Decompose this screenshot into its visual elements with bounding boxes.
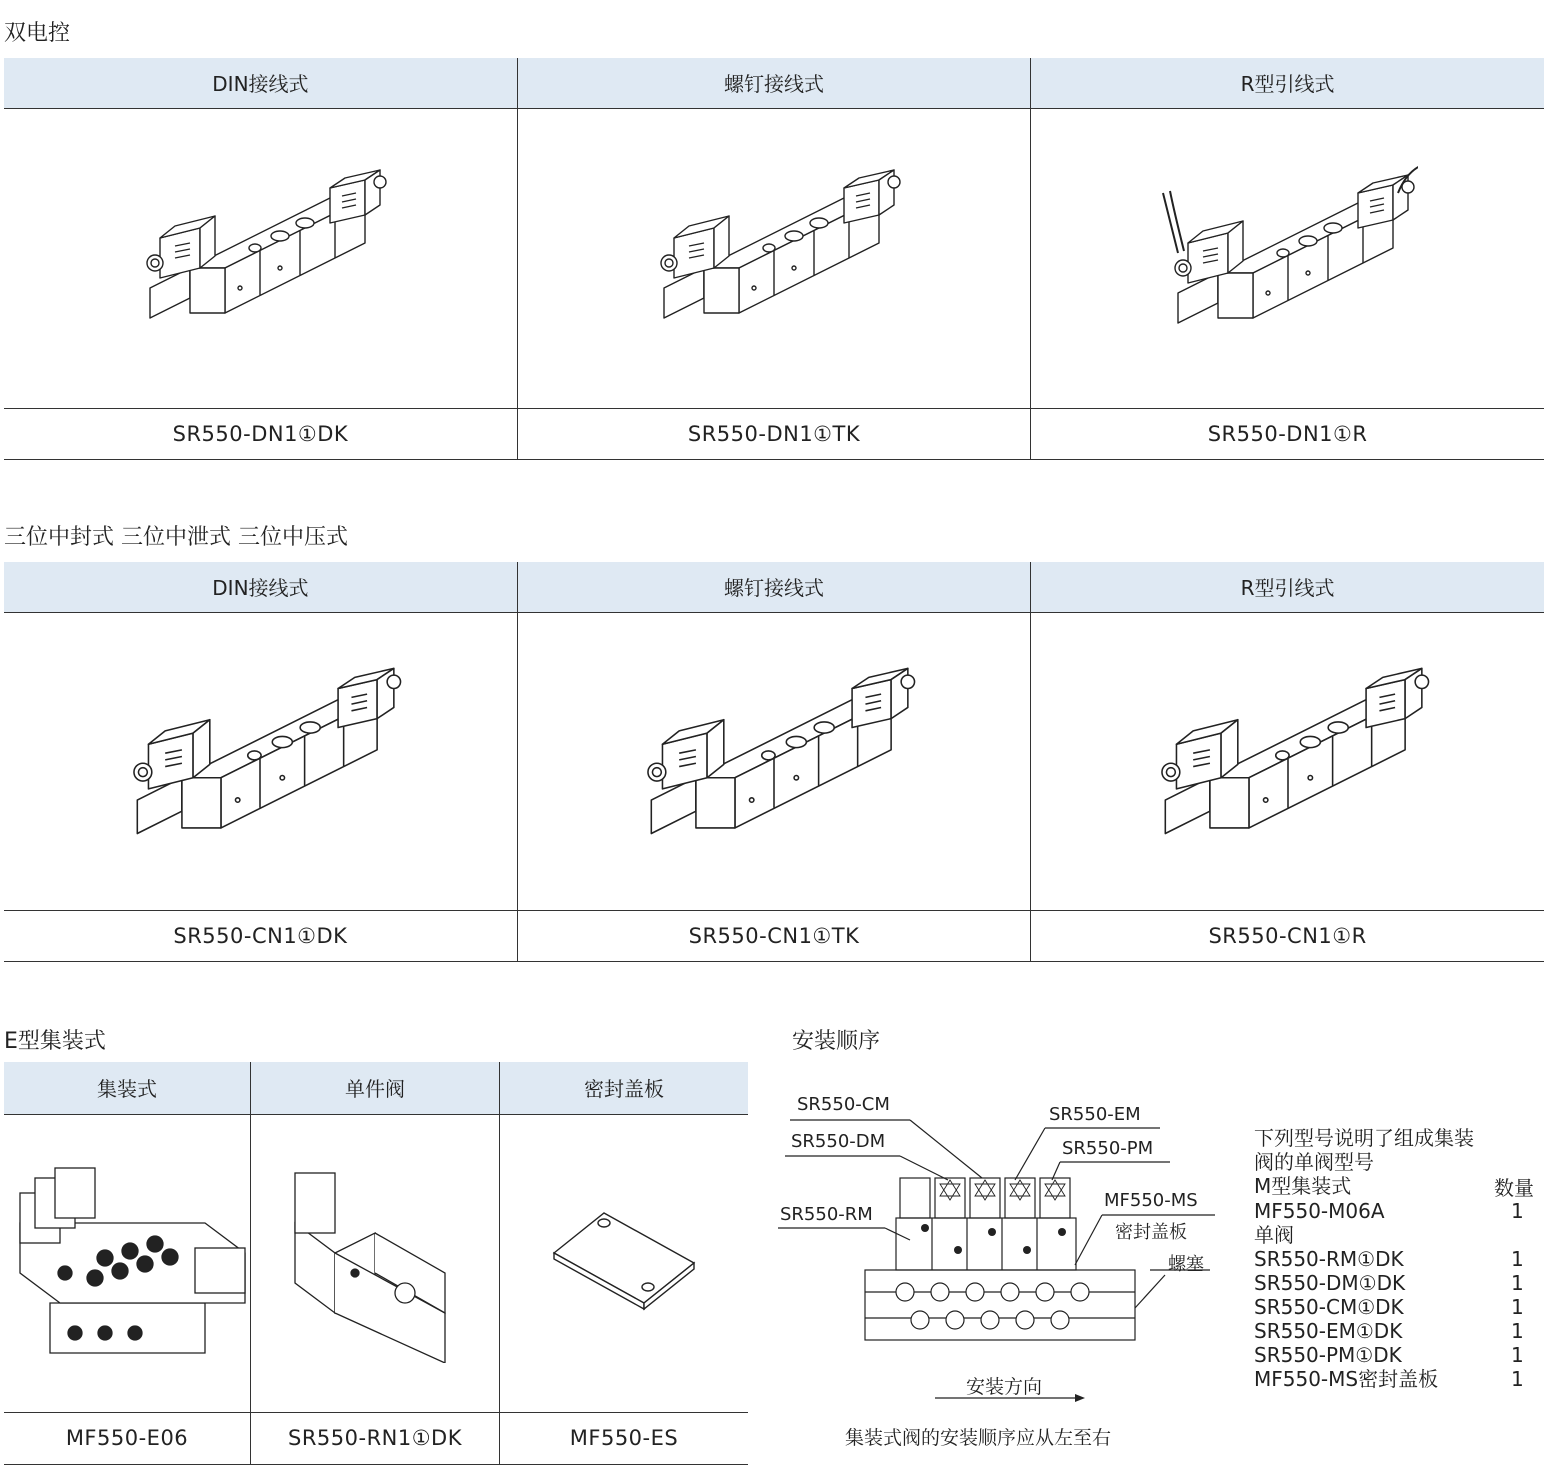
section-title-install-order: 安装顺序 — [792, 1029, 881, 1054]
product-image-cell — [4, 1114, 251, 1412]
label-plug: 螺塞 — [1168, 1254, 1204, 1275]
list-qty-header: 数量 — [1494, 1176, 1534, 1200]
list-item-qty: 1 — [1511, 1199, 1524, 1223]
model-number: SR550-DN1①DK — [4, 408, 517, 459]
list-item-name: SR550-CM①DK — [1254, 1295, 1404, 1319]
list-item-qty: 1 — [1511, 1295, 1524, 1319]
product-image-cell — [517, 108, 1030, 408]
valve-3pos-screw-image — [629, 666, 919, 856]
label-install-direction: 安装方向 — [966, 1376, 1043, 1398]
list-item-qty: 1 — [1511, 1247, 1524, 1271]
seal-cover-image — [544, 1203, 704, 1323]
label-sr550-rm: SR550-RM — [780, 1204, 873, 1225]
list-item-name: MF550-M06A — [1254, 1199, 1385, 1223]
model-number: SR550-RN1①DK — [251, 1412, 500, 1464]
double-control-table — [4, 58, 1544, 460]
model-number: MF550-E06 — [4, 1412, 251, 1464]
list-item-qty: 1 — [1511, 1271, 1524, 1295]
install-order-note: 集装式阀的安装顺序应从左至右 — [845, 1427, 1112, 1449]
list-intro-line1: 下列型号说明了组成集装 — [1254, 1126, 1474, 1150]
label-sr550-pm: SR550-PM — [1062, 1138, 1154, 1159]
single-valve-image — [275, 1163, 475, 1363]
header-seal-cover: 密封盖板 — [500, 1062, 749, 1114]
label-sr550-em: SR550-EM — [1049, 1104, 1141, 1125]
model-number: SR550-CN1①TK — [517, 910, 1030, 961]
header-manifold: 集装式 — [4, 1062, 251, 1114]
list-item-qty: 1 — [1511, 1319, 1524, 1343]
list-item-qty: 1 — [1511, 1343, 1524, 1367]
model-number: SR550-DN1①R — [1031, 408, 1544, 459]
model-number: SR550-CN1①R — [1031, 910, 1544, 961]
manifold-assembly-image — [5, 1163, 250, 1363]
list-item-name: SR550-RM①DK — [1254, 1247, 1404, 1271]
product-image-cell — [4, 612, 517, 910]
product-image-cell — [1031, 108, 1544, 408]
list-m-type: M型集装式 — [1254, 1174, 1352, 1198]
section-title-double: 双电控 — [4, 21, 71, 46]
header-din: DIN接线式 — [4, 562, 517, 612]
manifold-table — [4, 1062, 748, 1465]
valve-r-lead-image — [1158, 163, 1418, 353]
model-number: SR550-DN1①TK — [517, 408, 1030, 459]
section-title-manifold: E型集装式 — [4, 1029, 106, 1054]
header-single-valve: 单件阀 — [251, 1062, 500, 1114]
label-mf550-ms: MF550-MS — [1104, 1190, 1198, 1211]
list-item-name: SR550-EM①DK — [1254, 1319, 1403, 1343]
product-image-cell — [251, 1114, 500, 1412]
product-image-cell — [500, 1114, 749, 1412]
label-sr550-cm: SR550-CM — [797, 1094, 890, 1115]
product-image-cell — [1031, 612, 1544, 910]
header-screw: 螺钉接线式 — [517, 562, 1030, 612]
label-sr550-dm: SR550-DM — [791, 1131, 886, 1152]
product-image-cell — [4, 108, 517, 408]
valve-din-image — [130, 168, 390, 348]
product-image-cell — [517, 612, 1030, 910]
list-item-name: 单阀 — [1254, 1223, 1294, 1247]
list-intro-line2: 阀的单阀型号 — [1254, 1150, 1374, 1174]
valve-3pos-r-image — [1143, 666, 1433, 856]
valve-screw-image — [644, 168, 904, 348]
model-number: SR550-CN1①DK — [4, 910, 517, 961]
section-title-three-position: 三位中封式 三位中泄式 三位中压式 — [4, 525, 348, 550]
header-r-lead: R型引线式 — [1031, 58, 1544, 108]
valve-3pos-din-image — [115, 666, 405, 856]
list-item-name: MF550-MS密封盖板 — [1254, 1367, 1439, 1391]
label-seal-cover: 密封盖板 — [1115, 1222, 1187, 1243]
list-item-qty: 1 — [1511, 1367, 1524, 1391]
header-r-lead: R型引线式 — [1031, 562, 1544, 612]
three-position-table — [4, 562, 1544, 962]
model-number: MF550-ES — [500, 1412, 749, 1464]
list-item-name: SR550-PM①DK — [1254, 1343, 1402, 1367]
header-din: DIN接线式 — [4, 58, 517, 108]
header-screw: 螺钉接线式 — [517, 58, 1030, 108]
list-item-name: SR550-DM①DK — [1254, 1271, 1406, 1295]
